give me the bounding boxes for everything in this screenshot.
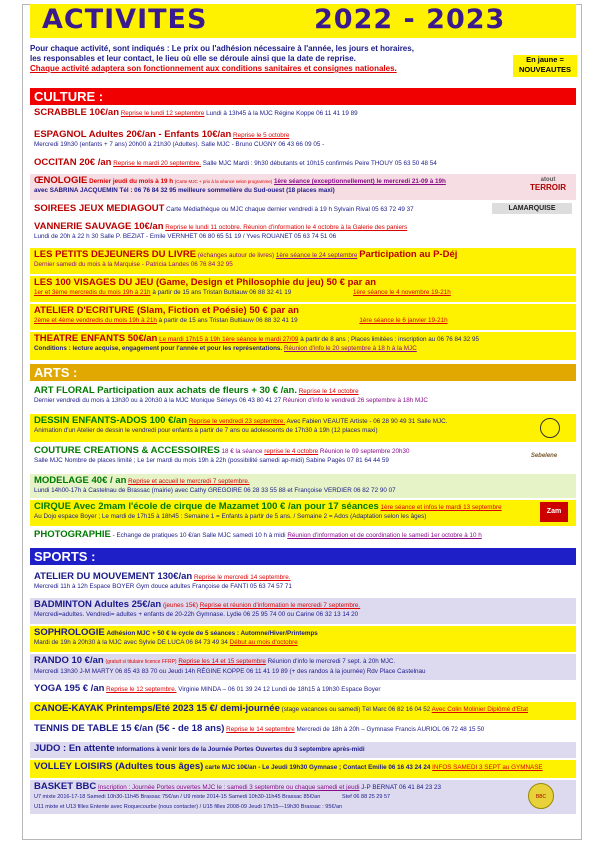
intro-line: Pour chaque activité, sont indiqués : Le prix ou l'adhésion nécessaire à l'année, les jours et horaires,: [30, 44, 414, 53]
activity-judo: JUDO : En attente Informations à venir lors de la Journée Portes Ouvertes du 3 septembre après-midi: [30, 742, 576, 758]
sebelene-logo: Sebelene: [530, 453, 558, 459]
activity-tennis-de-table: TENNIS DE TABLE 15 €/an (5€ - de 18 ans) Reprise le 14 septembre Mercredi de 18h à 20h – Gymnase Francis AURIOL 06 72 48 15 50: [34, 723, 485, 734]
activity-volley: VOLLEY LOISIRS (Adultes tous âges) carte MJC 10€/an - Le Jeudi 19h30 Gymnase ; Contact Emilie 06 16 43 24 24 INFOS SAMEDI 3 SEPT au GYMNASE: [30, 760, 576, 778]
activity-badminton: BADMINTON Adultes 25€/an (jeunes 15€) Reprise et réunion d'information le mercredi 7 septembre. Mercredi=adultes. Vendredi= adultes + enfants de 20-22h Gymnase. Lydie 06 25 95 74 00 ou Carine 06 32 13 14 20: [30, 598, 576, 624]
activity-sophrologie: SOPHROLOGIE Adhésion MJC + 50 € le cycle de 5 séances : Automne/Hiver/Printemps Mardi de 19h à 20h30 à la MJC avec Sylvie DE LUCA 06 84 73 49 34 Début au mois d'octobre: [30, 626, 576, 652]
activity-rando: RANDO 10 €/an (gratuit si titulaire licence FFRP) Reprise les 14 et 15 septembre Réunion d'info le mercredi 7 sept. à 20h MJC. Mercredi 13h30 J-M MARTY 06 85 43 83 70 ou Jeudi 14h RÉGINE KOPPE 06 11 41 19 89 (+ des randos à la journée) Rdv Place Castelnau: [30, 654, 576, 680]
activity-100-visages: LES 100 VISAGES DU JEU (Game, Design et Philosophie du jeu) 50 € par an 1er et 3ème mercredis du mois 19h à 21h à partir de 15 ans Tristan Bultiauw 06 88 32 41 19 1ère séance le 4 novembre 19-21h: [30, 276, 576, 302]
activity-art-floral: ART FLORAL Participation aux achats de fleurs + 30 € /an. Reprise le 14 octobre Dernier vendredi du mois à 13h30 ou à 20h30 à la MJC Monique Sérieys 06 43 80 41 27 Réunion d'info le vendredi 26 septembre à 18h MJC: [34, 385, 428, 404]
dessin-logo: [540, 418, 560, 438]
activity-yoga: YOGA 195 € /an Reprise le 12 septembre. Virginie MINDA – 06 01 39 24 12 Lundi de 18h15 à 19h30 Espace Boyer: [34, 683, 381, 694]
activity-scrabble: SCRABBLE 10€/an Reprise le lundi 12 septembre Lundi à 13h45 à la MJC Régine Koppe 06 11 41 19 89: [34, 107, 358, 118]
activity-petits-dejeuners: LES PETITS DEJEUNERS DU LIVRE (échanges autour de livres) 1ère séance le 24 septembre Participation au P-Déj Dernier samedi du mois à la Marquise - Patricia Landes 06 76 84 32 95: [30, 248, 576, 274]
page-year: 2022 - 2023: [314, 4, 506, 35]
section-arts: ARTS :: [30, 364, 576, 381]
page-title: ACTIVITES: [42, 4, 208, 35]
activity-atelier-mouvement: ATELIER DU MOUVEMENT 130€/an Reprise le mercredi 14 septembre. Mercredi 11h à 12h Espace BOYER Gym douce adultes Françoise de FANTI 05 63 74 57 71: [34, 571, 292, 590]
zam-logo: Zam: [540, 502, 568, 522]
activity-cirque: CIRQUE Avec 2mam l'école de cirque de Mazamet 100 € /an pour 17 séances 1ère séance et infos le mardi 13 septembre Au Dojo espace Boyer ; Le mardi de 17h15 à 18h45 : Semaine 1 = Enfants à partir de 5 ans. / Semaine 2 = Ados (Adaptation selon les âges): [30, 500, 576, 526]
nouveautes-legend: En jaune = NOUVEAUTES: [513, 55, 577, 77]
activity-basket: BASKET BBC Inscription : Journée Portes ouvertes MJC le : samedi 3 septembre ou chaque samedi et jeudi J-P BERNAT 06 41 84 23 23 U7 mixte 2016-17-18 Samedi 10h30-11h45 Brassac 75€/an / U9 mixte 2014-15 Samedi 10h30-11h45 Brassac 85€/an Stef 06 88 25 29 57 U11 mixte et U13 filles Entente avec Roquecourbe (nous contacter) / U15 filles 2008-09 Jeudi 17h15—19h30 Brassac : 95€/an: [30, 780, 576, 814]
intro-warning: Chaque activité adaptera son fonctionnement aux conditions sanitaires et consignes nationales.: [30, 64, 397, 73]
activity-modelage: MODELAGE 40€ / an Reprise et accueil le mercredi 7 septembre. Lundi 14h00-17h à Castelnau de Brassac (mairie) avec Cathy GREGOIRE 06 28 33 55 88 et Françoise VERDIER 06 82 72 90 07: [30, 474, 576, 498]
activity-oenologie: ŒNOLOGIE Dernier jeudi du mois à 19 h (Carte MJC + prix à la séance selon programme) 1ère séance (exceptionnellement) le mercredi 21-09 à 19h avec SABRINA JACQUEMIN Tél : 06 76 84 32 95 meilleure sommelière du Sud-ouest (18 places maxi): [30, 174, 576, 200]
bbc-logo: BBC: [528, 783, 554, 809]
activity-photographie: PHOTOGRAPHIE - Echange de pratiques 10 €/an Salle MJC samedi 10 h à midi Réunion d'information et de coordination le samedi 1er octobre à 10 h: [34, 529, 482, 540]
section-sports: SPORTS :: [30, 548, 576, 565]
lamarquise-logo: LAMARQUISE: [492, 203, 572, 214]
section-culture: CULTURE :: [30, 88, 576, 105]
activity-dessin: DESSIN ENFANTS-ADOS 100 €/an Reprise le vendredi 23 septembre. Avec Fabien VEAUTE Artiste - 06 28 90 49 31 Salle MJC. Animation d'un Atelier de dessin le vendredi pour enfants à partir de 7 ans ou adolescents de 17h30 à 19h (12 places maxi): [30, 414, 576, 442]
intro-text: [30, 44, 500, 74]
activity-vannerie: VANNERIE SAUVAGE 10€/an Reprise le lundi 11 octobre. Réunion d'information le 4 octobre à la Galerie des paniers Lundi de 20h à 22 h 30 Salle P. BEZIAT - Emile VERNHET 06 80 65 51 19 / Yves ROUANET 05 63 74 51 06: [34, 221, 408, 240]
activity-occitan: OCCITAN 20€ /an Reprise le mardi 20 septembre. Salle MJC Mardi : 9h30 débutants et 10h15 confirmés Peire THOUY 05 63 50 48 54: [34, 157, 437, 168]
atout-terroir-logo: atout TERROIR: [530, 177, 566, 192]
activity-theatre: THEATRE ENFANTS 50€/an Le mardi 17h15 à 19h 1ère séance le mardi 27/09 à partir de 8 ans ; Places limitées : inscription au 06 76 84 32 95 Conditions : lecture acquise, engagement pour l'année et pour les représentations. Réunion d'info le 20 septembre à 18 h à la MJC: [30, 332, 576, 360]
intro-line: les responsables et leur contact, le lieu où elle se déroule ainsi que la date de reprise.: [30, 54, 356, 63]
page-title-banner: [30, 4, 576, 38]
activity-couture: COUTURE CREATIONS & ACCESSOIRES 18 € la séance reprise le 4 octobre Réunion le 09 septembre 20h30 Salle MJC Nombre de places limité ; Le 1er mardi du mois 19h à 22h (possibilité samedi ap-midi) Sabine Pagès 07 81 64 44 59: [34, 445, 410, 464]
activity-soirees-jeux: SOIREES JEUX MEDIAGOUT Carte Médiathèque ou MJC chaque dernier vendredi à 19 h Sylvain Rival 05 63 72 49 37: [34, 203, 414, 214]
activity-atelier-ecriture: ATELIER D'ECRITURE (Slam, Fiction et Poésie) 50 € par an 2ème et 4ème vendredis du mois 19h à 21h à partir de 15 ans Tristan Bultiauw 06 88 32 41 19 1ère séance le 6 janvier 19-21h: [30, 304, 576, 330]
activity-espagnol: ESPAGNOL Adultes 20€/an - Enfants 10€/an Reprise le 5 octobre Mercredi 19h30 (enfants + 7 ans) 20h00 à 21h30 (Adultes). Salle MJC - Bruno CUGNY 06 43 66 09 05 -: [34, 129, 325, 148]
activity-canoe-kayak: CANOE-KAYAK Printemps/Eté 2023 15 €/ demi-journée (stage vacances ou samedi) Tél Marc 06 82 16 04 52 Avec Colin Molinier Diplômé d'Etat: [30, 702, 576, 720]
